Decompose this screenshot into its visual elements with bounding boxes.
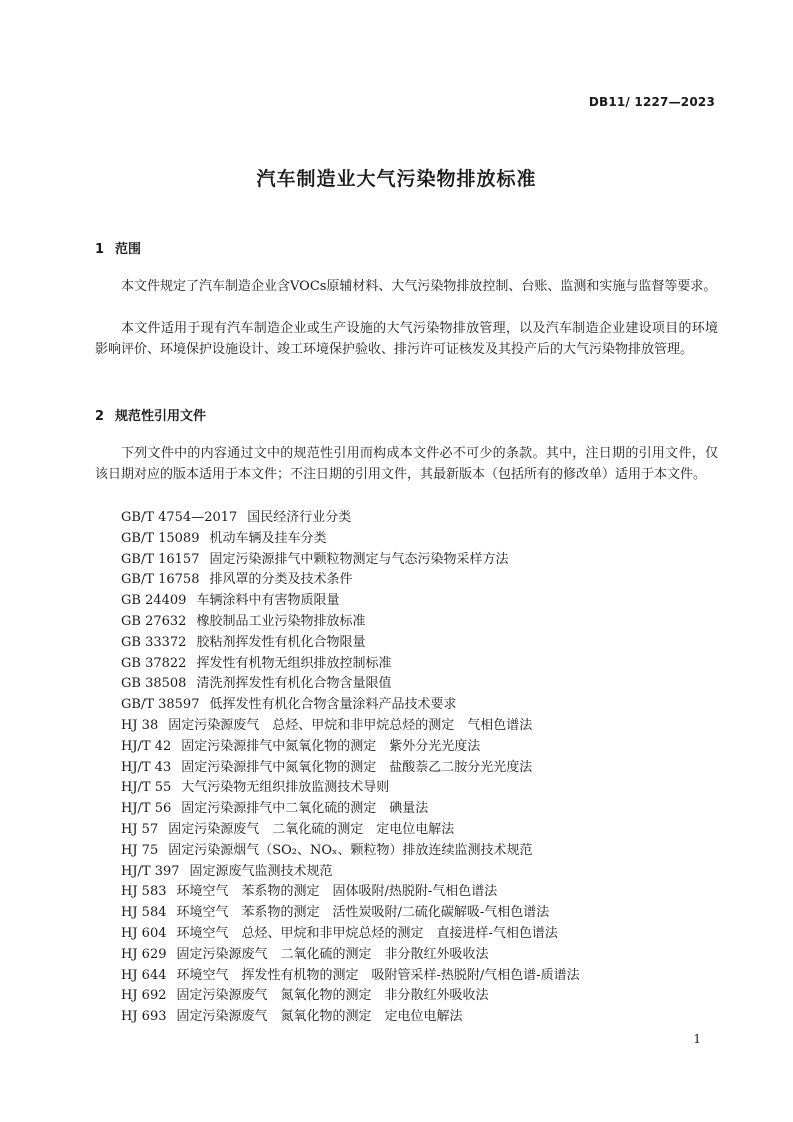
reference-title: 大气污染物无组织排放监测技术导则 [181, 780, 390, 796]
reference-item [121, 945, 721, 966]
reference-code: HJ 629 [121, 946, 167, 962]
reference-item [121, 737, 721, 758]
reference-code: GB/T 38597 [121, 697, 200, 713]
reference-title: 车辆涂料中有害物质限量 [196, 593, 340, 609]
reference-title: 环境空气 苯系物的测定 活性炭吸附/二硫化碳解吸-气相色谱法 [176, 905, 550, 921]
reference-code: HJ 693 [121, 1009, 167, 1025]
reference-title: 低挥发性有机化合物含量涂料产品技术要求 [209, 697, 457, 713]
reference-code: GB 37822 [121, 655, 187, 671]
reference-item [121, 508, 721, 529]
reference-code: GB 27632 [121, 613, 187, 629]
reference-title: 国民经济行业分类 [247, 510, 352, 525]
reference-code: GB 38508 [121, 676, 187, 692]
section-title: 范围 [115, 242, 142, 257]
reference-title: 清洗剂挥发性有机化合物含量限值 [196, 676, 392, 692]
reference-title: 排风罩的分类及技术条件 [209, 572, 353, 588]
reference-title: 固定污染源废气 二氧化硫的测定 定电位电解法 [168, 821, 455, 837]
references-intro-paragraph: 下列文件中的内容通过文中的规范性引用而构成本文件必不可少的条款。其中，注日期的引用文件，仅该日期对应的版本适用于本文件；不注日期的引用文件，其最新版本（包括所有的修改单）适用于本文件。 [95, 446, 718, 482]
page-number: 1 [693, 1032, 701, 1046]
reference-item [121, 550, 721, 571]
reference-title: 固定污染源废气 氮氧化物的测定 定电位电解法 [176, 1009, 463, 1025]
reference-item [121, 986, 721, 1007]
section-number: 2 [95, 409, 105, 424]
reference-item [121, 903, 721, 924]
section-heading-scope [95, 238, 141, 257]
reference-code: HJ 38 [121, 717, 159, 733]
section-title: 规范性引用文件 [115, 409, 207, 424]
standard-code: DB11/ 1227—2023 [588, 95, 715, 109]
reference-title: 机动车辆及挂车分类 [209, 530, 327, 546]
reference-item [121, 841, 721, 862]
reference-item [121, 695, 721, 716]
reference-item [121, 633, 721, 654]
reference-title: 固定污染源废气 总烃、甲烷和非甲烷总烃的测定 气相色谱法 [168, 717, 533, 733]
reference-code: GB/T 4754—2017 [121, 510, 238, 525]
reference-title: 固定污染源排气中氮氧化物的测定 紫外分光光度法 [181, 738, 481, 754]
section-heading-normative-references [95, 405, 206, 424]
reference-item [121, 758, 721, 779]
reference-code: HJ/T 43 [121, 759, 172, 775]
reference-item [121, 570, 721, 591]
reference-item [121, 924, 721, 945]
document-title: 汽车制造业大气污染物排放标准 [256, 168, 537, 190]
reference-code: GB/T 16157 [121, 551, 200, 567]
reference-code: HJ 644 [121, 967, 167, 983]
reference-title: 固定污染源废气 氮氧化物的测定 非分散红外吸收法 [176, 988, 489, 1004]
reference-title: 固定污染源烟气（SO₂、NOₓ、颗粒物）排放连续监测技术规范 [168, 842, 533, 858]
reference-item [121, 716, 721, 737]
reference-item [121, 778, 721, 799]
reference-item [121, 591, 721, 612]
reference-item [121, 612, 721, 633]
reference-code: GB/T 15089 [121, 530, 200, 546]
reference-title: 固定源废气监测技术规范 [189, 863, 333, 879]
reference-title: 固定污染源废气 二氧化硫的测定 非分散红外吸收法 [176, 946, 489, 962]
reference-code: HJ 583 [121, 884, 167, 900]
reference-item [121, 882, 721, 903]
scope-paragraph-1: 本文件规定了汽车制造企业含VOCs原辅材料、大气污染物排放控制、台账、监测和实施与监督等要求。 [121, 279, 717, 294]
reference-title: 环境空气 总烃、甲烷和非甲烷总烃的测定 直接进样-气相色谱法 [176, 925, 558, 941]
reference-title: 橡胶制品工业污染物排放标准 [196, 613, 366, 629]
reference-code: HJ/T 42 [121, 738, 172, 754]
reference-item [121, 1007, 721, 1028]
reference-item [121, 654, 721, 675]
reference-code: HJ 75 [121, 842, 159, 858]
reference-code: HJ/T 56 [121, 801, 172, 817]
reference-code: GB 24409 [121, 593, 187, 609]
reference-code: HJ/T 397 [121, 863, 180, 879]
reference-item [121, 799, 721, 820]
reference-code: HJ 604 [121, 925, 167, 941]
reference-code: HJ 57 [121, 821, 159, 837]
reference-title: 胶粘剂挥发性有机化合物限量 [196, 634, 366, 650]
reference-list [121, 508, 721, 1028]
reference-code: HJ 584 [121, 905, 167, 921]
reference-title: 固定污染源排气中氮氧化物的测定 盐酸萘乙二胺分光光度法 [181, 759, 533, 775]
reference-title: 挥发性有机物无组织排放控制标准 [196, 655, 392, 671]
reference-item [121, 674, 721, 695]
reference-item [121, 862, 721, 883]
section-number: 1 [95, 242, 105, 257]
reference-code: HJ 692 [121, 988, 167, 1004]
reference-title: 固定污染源排气中二氧化硫的测定 碘量法 [181, 801, 429, 817]
reference-code: GB 33372 [121, 634, 187, 650]
reference-code: GB/T 16758 [121, 572, 200, 588]
reference-item [121, 966, 721, 987]
reference-item [121, 529, 721, 550]
reference-title: 环境空气 苯系物的测定 固体吸附/热脱附-气相色谱法 [176, 884, 498, 900]
reference-title: 固定污染源排气中颗粒物测定与气态污染物采样方法 [209, 551, 509, 567]
reference-title: 环境空气 挥发性有机物的测定 吸附管采样-热脱附/气相色谱-质谱法 [176, 967, 580, 983]
scope-paragraph-2: 本文件适用于现有汽车制造企业或生产设施的大气污染物排放管理，以及汽车制造企业建设项目的环境影响评价、环境保护设施设计、竣工环境保护验收、排污许可证核发及其投产后的大气污染物排放管理。 [95, 321, 718, 357]
reference-item [121, 820, 721, 841]
reference-code: HJ/T 55 [121, 780, 172, 796]
